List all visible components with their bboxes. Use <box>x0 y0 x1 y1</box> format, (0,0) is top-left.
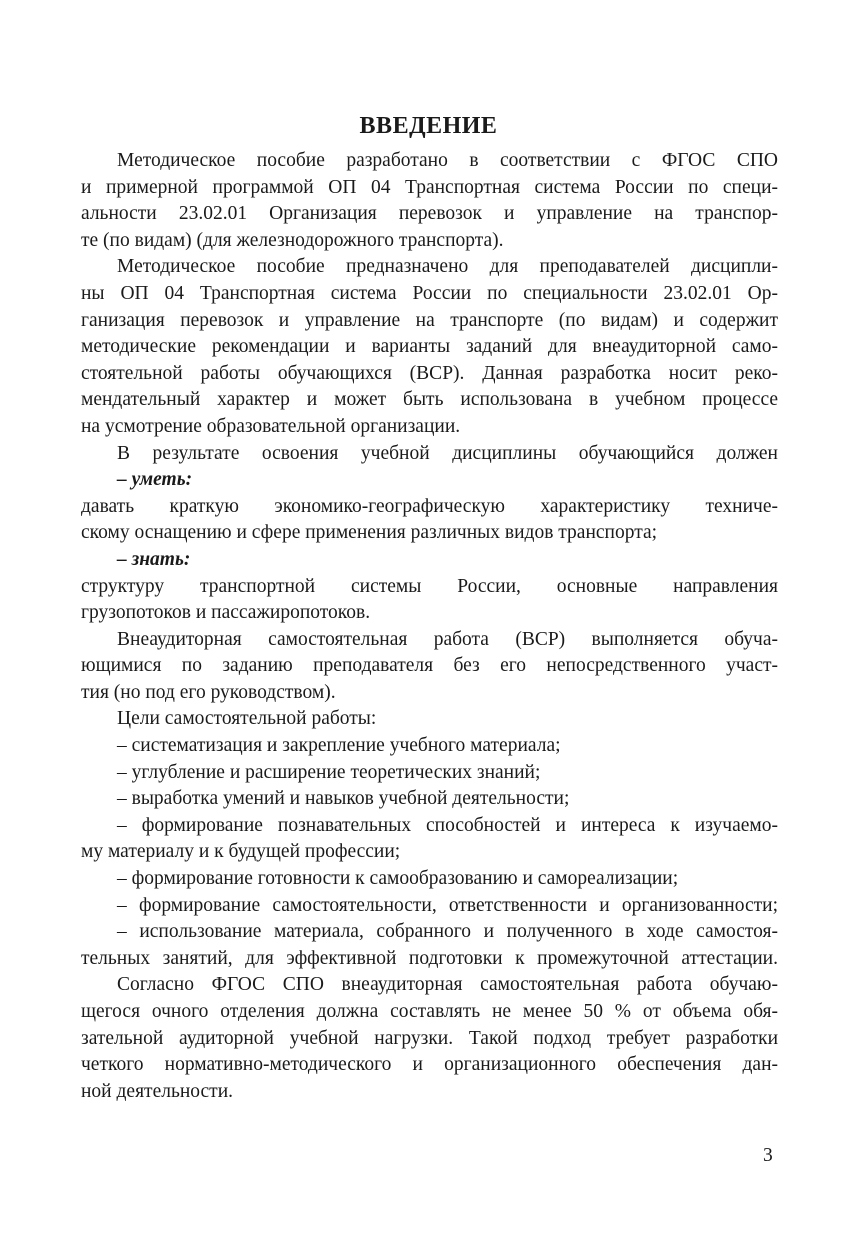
text-line: – углубление и расширение теоретических знаний; <box>117 761 541 783</box>
text-line: четкого нормативно-методического и организационного обеспечения дан- <box>81 1054 778 1076</box>
text-line: методические рекомендации и варианты заданий для внеаудиторной само- <box>81 336 778 358</box>
paragraph <box>81 627 778 707</box>
text-line: щегося очного отделения должна составлять не менее 50 % от объема обя- <box>81 1001 778 1022</box>
text-line: ной деятельности. <box>81 1080 234 1102</box>
text-line: – использование материала, собранного и полученного в ходе самостоя- <box>117 921 778 943</box>
document-body <box>81 148 778 1105</box>
paragraph <box>81 254 778 440</box>
paragraph <box>81 494 778 547</box>
text-line: тельных занятий, для эффективной подготовки к промежуточной аттестации. <box>81 947 778 969</box>
text-line: скому оснащению и сфере применения различных видов транспорта; <box>81 522 658 544</box>
text-line: грузопотоков и пассажиропотоков. <box>81 602 371 624</box>
text-line: му материалу и к будущей профессии; <box>81 841 401 863</box>
paragraph <box>81 547 778 574</box>
text-line: и примерной программой ОП 04 Транспортная система России по специ- <box>81 176 778 198</box>
text-line: – знать: <box>117 548 191 570</box>
text-line: Методическое пособие разработано в соответствии с ФГОС СПО <box>117 150 778 171</box>
page-title: ВВЕДЕНИЕ <box>359 113 498 139</box>
text-line: Методическое пособие предназначено для преподавателей дисципли- <box>117 256 778 278</box>
paragraph <box>81 866 778 893</box>
text-line: ющимися по заданию преподавателя без его непосредственного участ- <box>81 655 778 677</box>
page-number: 3 <box>763 1145 773 1166</box>
paragraph <box>81 706 778 733</box>
paragraph <box>81 760 778 787</box>
text-line: ганизация перевозок и управление на транспорте (по видам) и содержит <box>81 309 778 331</box>
paragraph <box>81 574 778 627</box>
text-line: стоятельной работы обучающихся (ВСР). Данная разработка носит реко- <box>81 362 778 384</box>
text-line: – формирование познавательных способностей и интереса к изучаемо- <box>117 814 778 836</box>
text-line: те (по видам) (для железнодорожного транспорта). <box>81 229 504 251</box>
paragraph <box>81 786 778 813</box>
text-line: – формирование готовности к самообразованию и самореализации; <box>117 868 679 890</box>
paragraph <box>81 893 778 920</box>
text-line: ны ОП 04 Транспортная система России по специальности 23.02.01 Ор- <box>81 282 778 304</box>
text-line: – выработка умений и навыков учебной деятельности; <box>117 788 570 810</box>
paragraph <box>81 733 778 760</box>
text-line: Цели самостоятельной работы: <box>117 708 377 730</box>
paragraph <box>81 441 778 468</box>
text-line: – систематизация и закрепление учебного материала; <box>117 735 561 757</box>
paragraph <box>81 467 778 494</box>
text-line: – формирование самостоятельности, ответственности и организованности; <box>117 894 778 916</box>
text-line: Согласно ФГОС СПО внеаудиторная самостоятельная работа обучаю- <box>117 974 778 996</box>
paragraph <box>81 813 778 866</box>
text-line: – уметь: <box>117 469 193 491</box>
text-line: давать краткую экономико-географическую характеристику техниче- <box>81 495 778 517</box>
text-line: мендательный характер и может быть использована в учебном процессе <box>81 389 778 411</box>
text-line: В результате освоения учебной дисциплины обучающийся должен <box>117 442 778 464</box>
text-line: на усмотрение образовательной организации. <box>81 415 461 437</box>
paragraph <box>81 148 778 254</box>
text-line: альности 23.02.01 Организация перевозок и управление на транспор- <box>81 203 778 225</box>
text-line: структуру транспортной системы России, основные направления <box>81 575 778 597</box>
text-line: зательной аудиторной учебной нагрузки. Такой подход требует разработки <box>81 1027 778 1049</box>
text-line: Внеаудиторная самостоятельная работа (ВСР) выполняется обуча- <box>117 628 778 650</box>
paragraph <box>81 972 778 1105</box>
text-line: тия (но под его руководством). <box>81 681 336 703</box>
paragraph <box>81 919 778 972</box>
